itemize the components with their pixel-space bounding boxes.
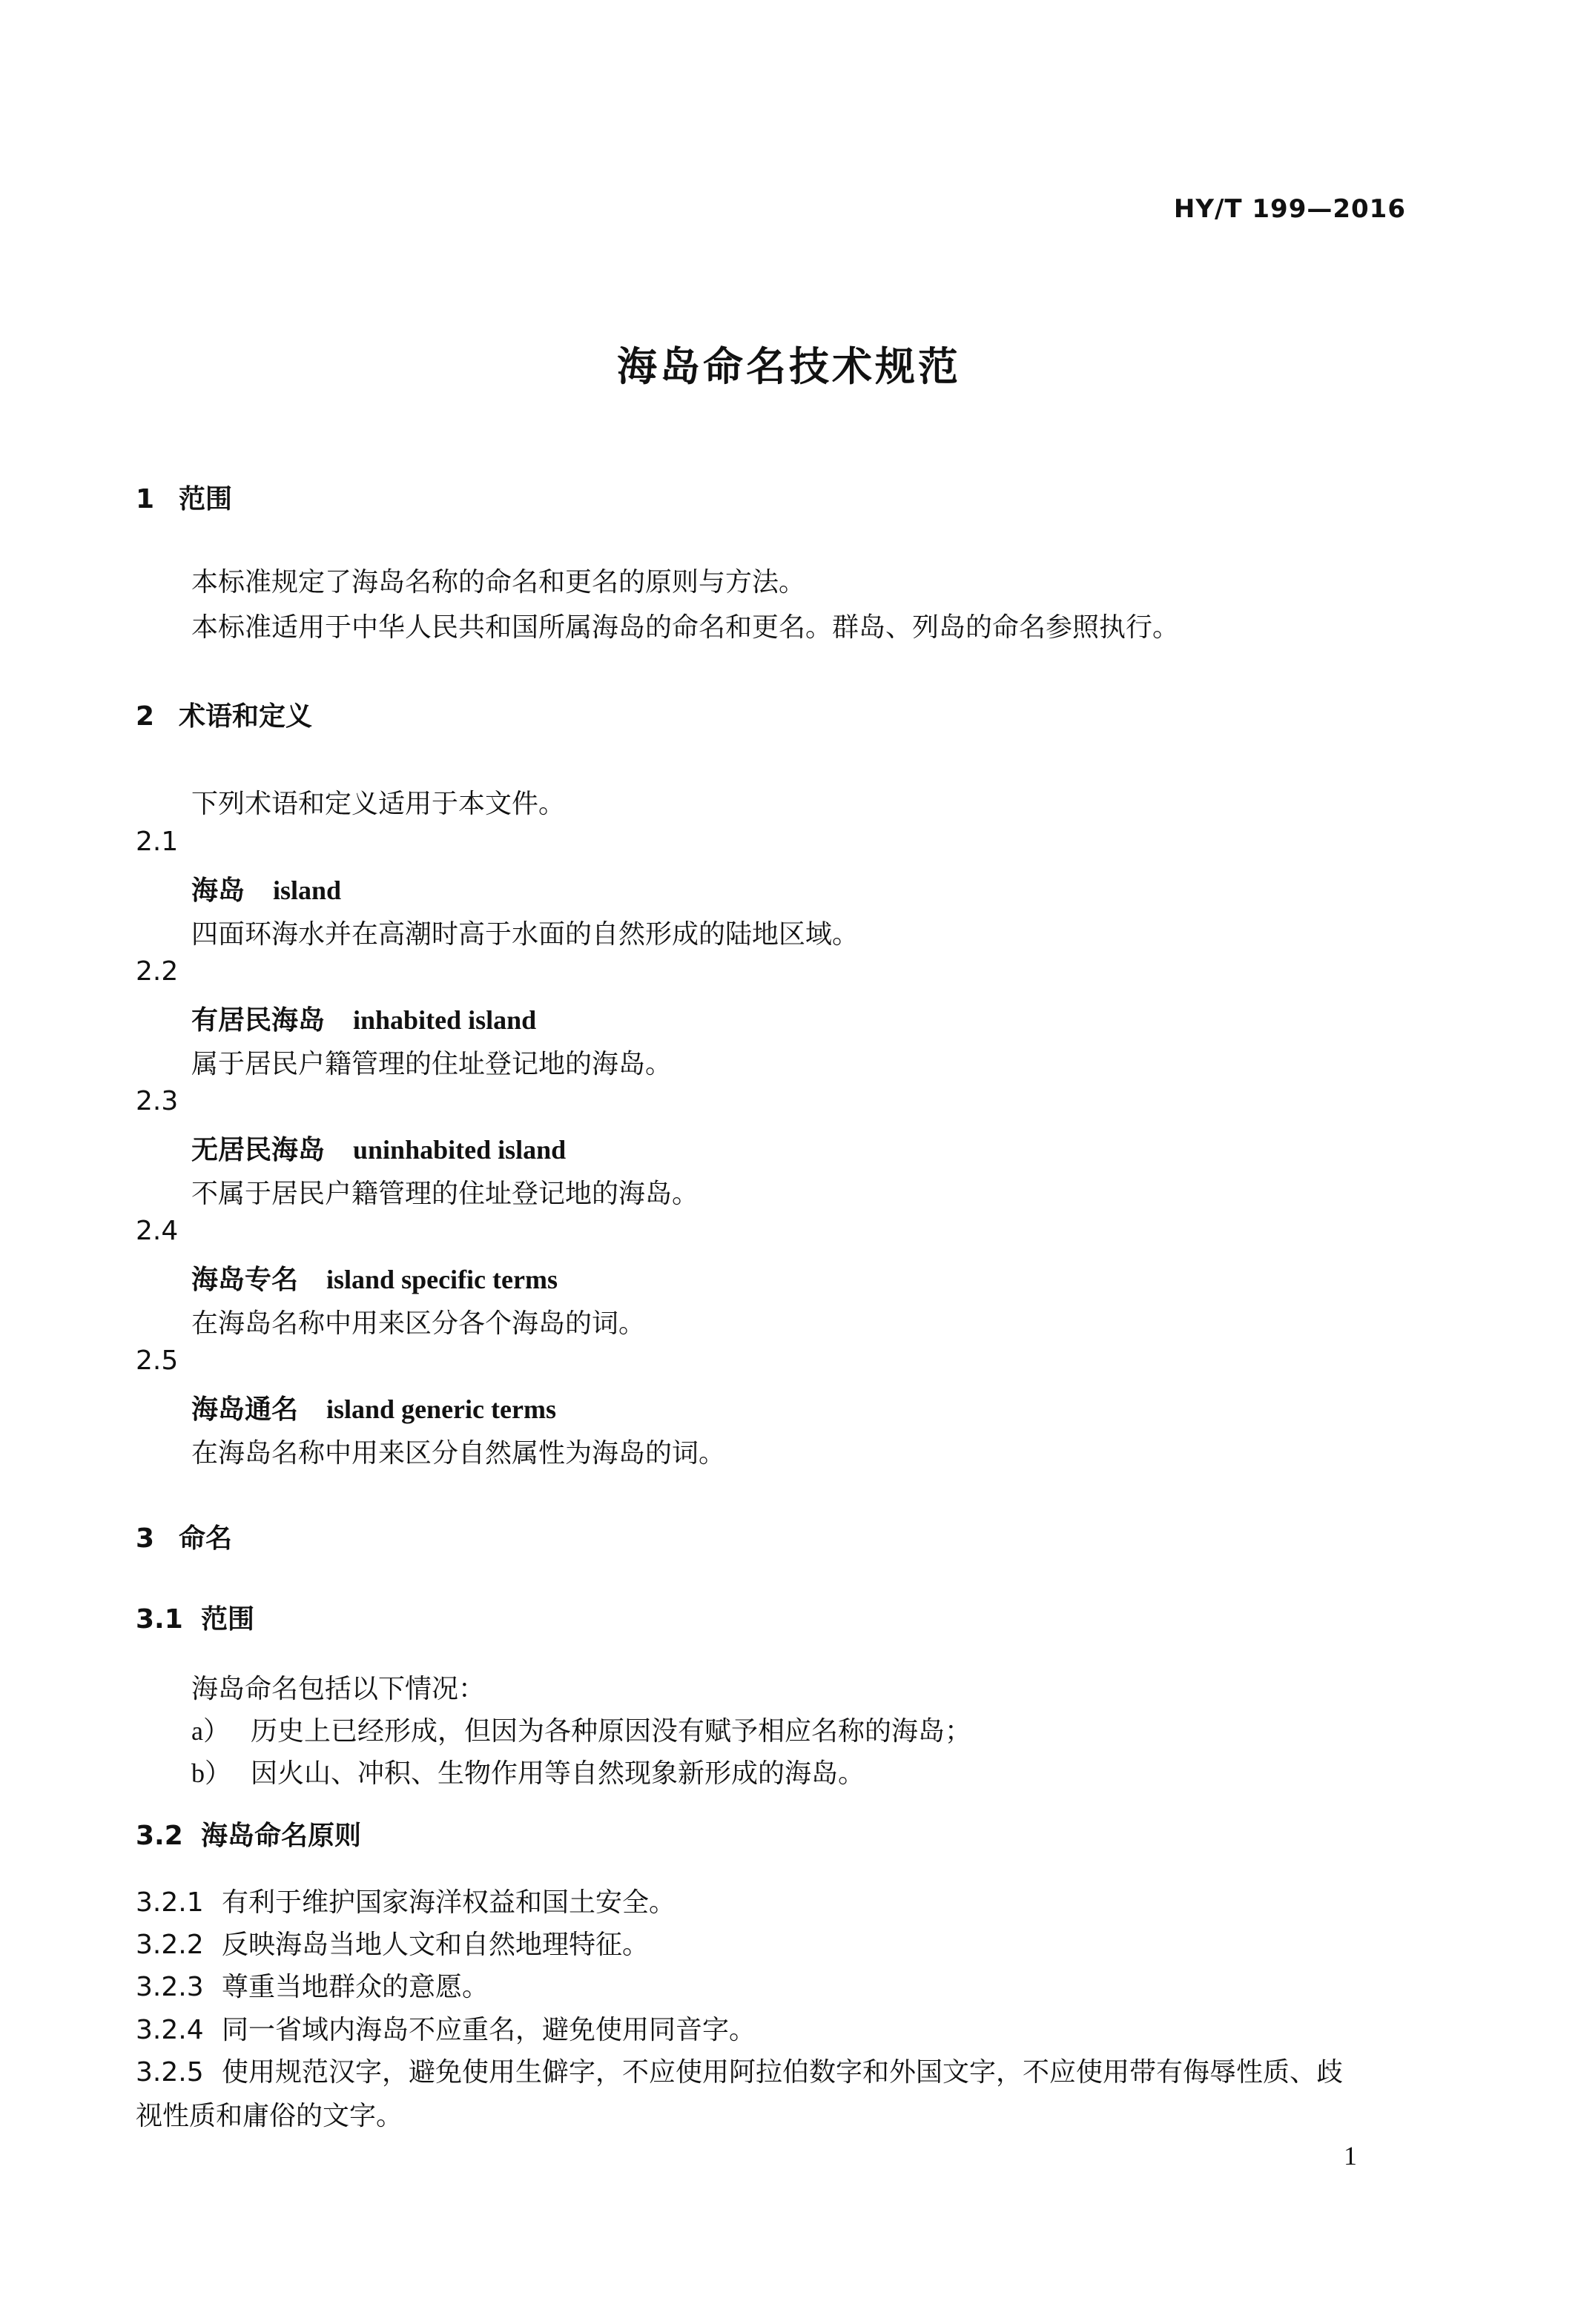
clause [136, 2051, 1343, 2089]
section-2-heading [136, 695, 312, 733]
term-en: inhabited island [353, 1005, 537, 1035]
clause-text: 尊重当地群众的意愿。 [222, 1972, 489, 2002]
term-zh: 海岛通名 [191, 1394, 299, 1425]
term-name [191, 1388, 556, 1426]
section-title: 范围 [179, 484, 233, 514]
term-en: uninhabited island [353, 1135, 567, 1165]
term-number: 2.4 [136, 1216, 179, 1246]
term-number: 2.5 [136, 1345, 179, 1376]
section-3-heading [136, 1517, 232, 1555]
term-definition: 属于居民户籍管理的住址登记地的海岛。 [191, 1049, 673, 1079]
clause-text: 使用规范汉字，避免使用生僻字，不应使用阿拉伯数字和外国文字，不应使用带有侮辱性质、歧 [222, 2057, 1344, 2088]
subsection-3-1-heading [136, 1598, 254, 1636]
clause-number: 3.2.3 [136, 1972, 204, 2002]
term-zh: 海岛专名 [191, 1264, 299, 1295]
subsection-3-2-heading [136, 1815, 361, 1853]
clause [136, 1966, 489, 2004]
clause-text: 有利于维护国家海洋权益和国土安全。 [222, 1887, 676, 1918]
term-zh: 海岛 [191, 875, 245, 906]
paragraph: 下列术语和定义适用于本文件。 [191, 789, 566, 819]
clause-continuation: 视性质和庸俗的文字。 [136, 2101, 403, 2131]
section-number: 2 [136, 701, 155, 732]
term-definition: 在海岛名称中用来区分各个海岛的词。 [191, 1308, 646, 1339]
clause-number: 3.2.1 [136, 1887, 204, 1918]
term-name [191, 870, 341, 907]
page-number: 1 [1344, 2141, 1357, 2171]
list-marker: b） [191, 1758, 232, 1788]
term-name [191, 999, 536, 1037]
term-name [191, 1259, 558, 1297]
list-item [191, 1710, 971, 1748]
subsection-number: 3.2 [136, 1821, 183, 1851]
term-zh: 有居民海岛 [191, 1004, 326, 1036]
standard-number: HY/T 199—2016 [1173, 194, 1406, 224]
list-item [191, 1752, 865, 1790]
paragraph: 本标准适用于中华人民共和国所属海岛的命名和更名。群岛、列岛的命名参照执行。 [191, 612, 1180, 643]
paragraph: 本标准规定了海岛名称的命名和更名的原则与方法。 [191, 567, 806, 597]
clause-text: 同一省域内海岛不应重名，避免使用同音字。 [222, 2015, 756, 2045]
subsection-number: 3.1 [136, 1604, 183, 1635]
paragraph: 海岛命名包括以下情况： [191, 1674, 486, 1704]
term-definition: 不属于居民户籍管理的住址登记地的海岛。 [191, 1179, 699, 1209]
term-name [191, 1129, 566, 1167]
subsection-title: 海岛命名原则 [201, 1821, 362, 1851]
term-en: island generic terms [326, 1394, 556, 1424]
section-number: 1 [136, 484, 155, 514]
term-en: island [273, 875, 342, 905]
clause [136, 1881, 676, 1919]
list-text: 历史上已经形成，但因为各种原因没有赋予相应名称的海岛； [251, 1716, 972, 1747]
term-definition: 在海岛名称中用来区分自然属性为海岛的词。 [191, 1438, 726, 1469]
term-number: 2.3 [136, 1086, 179, 1116]
clause-number: 3.2.2 [136, 1930, 204, 1960]
term-zh: 无居民海岛 [191, 1134, 326, 1165]
clause [136, 2009, 756, 2047]
subsection-title: 范围 [201, 1604, 255, 1635]
clause-number: 3.2.5 [136, 2057, 204, 2088]
section-1-heading [136, 478, 232, 516]
section-title: 术语和定义 [179, 701, 313, 732]
document-title: 海岛命名技术规范 [617, 343, 961, 390]
list-text: 因火山、冲积、生物作用等自然现象新形成的海岛。 [251, 1758, 865, 1789]
section-title: 命名 [179, 1523, 233, 1554]
term-definition: 四面环海水并在高潮时高于水面的自然形成的陆地区域。 [191, 919, 859, 950]
clause-number: 3.2.4 [136, 2015, 204, 2045]
term-en: island specific terms [326, 1265, 558, 1294]
section-number: 3 [136, 1523, 155, 1554]
term-number: 2.2 [136, 956, 179, 987]
clause-text: 反映海岛当地人文和自然地理特征。 [222, 1930, 650, 1960]
clause [136, 1924, 649, 1962]
term-number: 2.1 [136, 827, 179, 857]
list-marker: a） [191, 1716, 230, 1746]
